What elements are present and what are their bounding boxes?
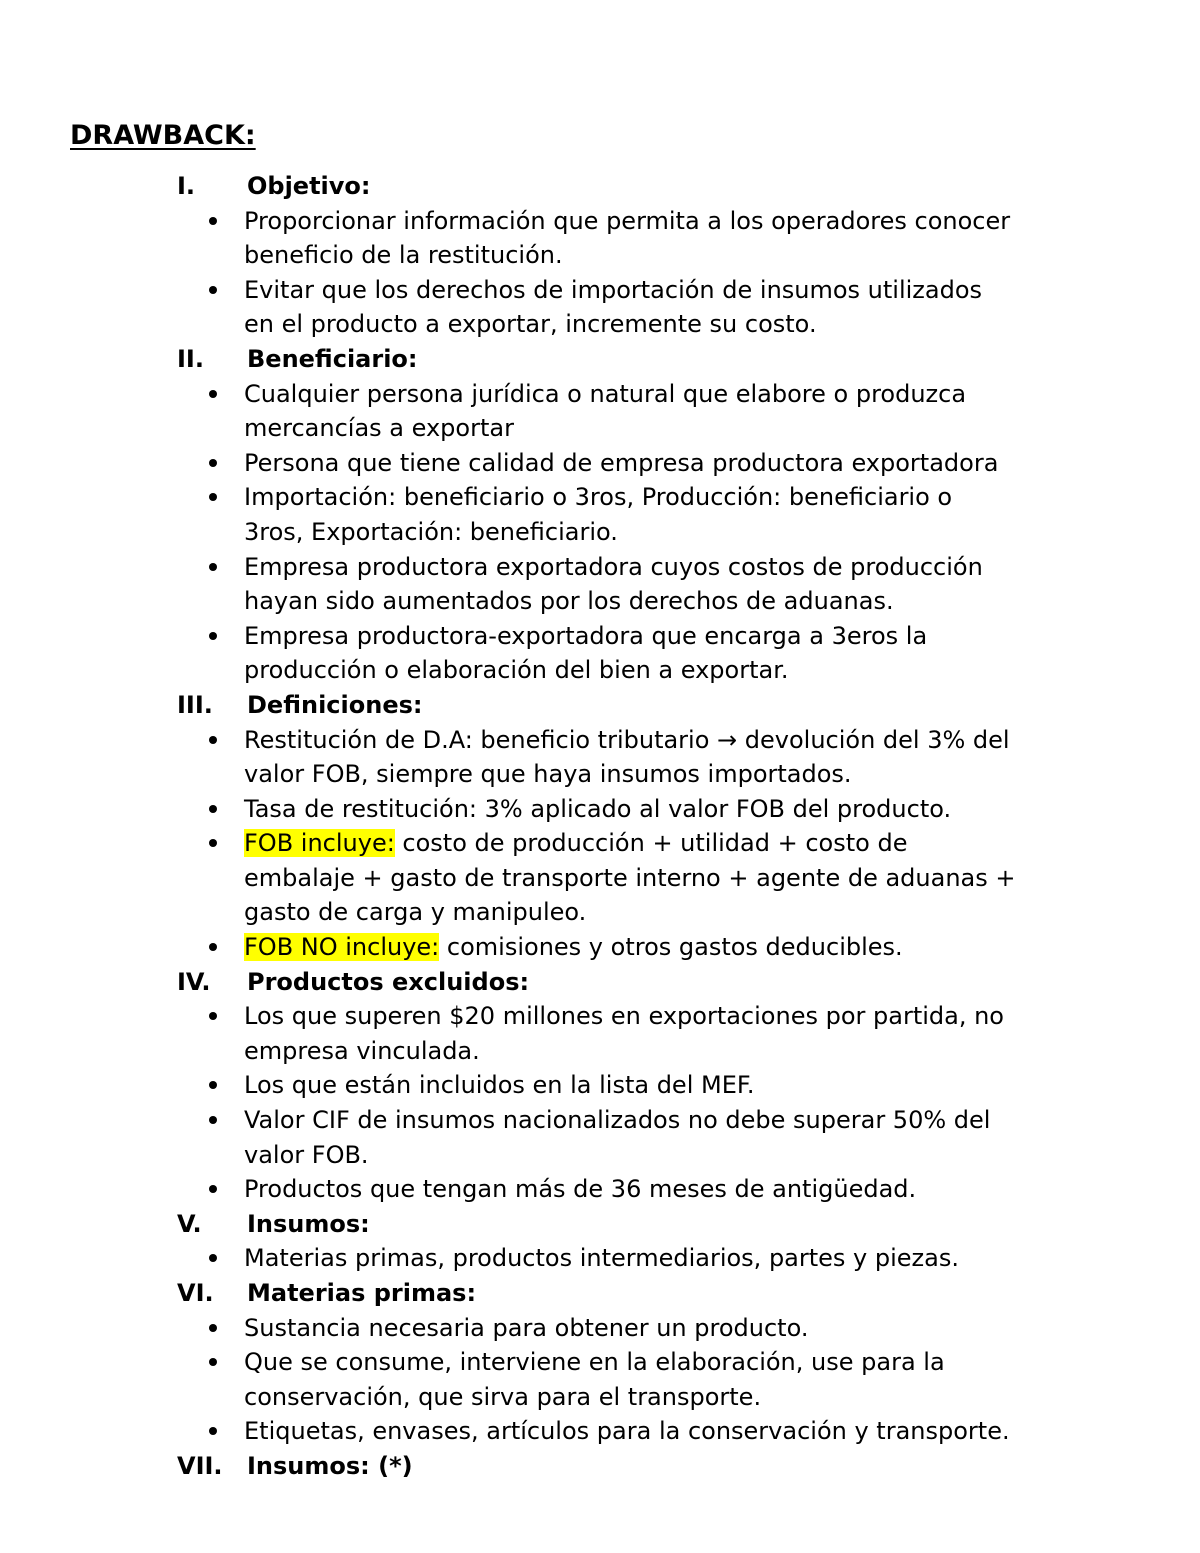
section-heading <box>0 688 1200 723</box>
bullet-dot-icon <box>209 1116 217 1124</box>
bullet-dot-icon <box>209 390 217 398</box>
bullet-text: Cualquier persona jurídica o natural que elabore o produzca mercancías a exportar <box>244 379 967 443</box>
bullet-dot-icon <box>209 736 217 744</box>
section-numeral: I. <box>177 172 196 200</box>
section-heading-text: Beneficiario: <box>247 344 418 373</box>
bullet-dot-icon <box>209 563 217 571</box>
bullet-item <box>0 1414 1200 1449</box>
bullet-dot-icon <box>209 217 217 225</box>
section-heading <box>0 1276 1200 1311</box>
bullet-text: Proporcionar información que permita a los operadores conocer beneficio de la restitución. <box>244 206 1011 270</box>
section-numeral: IV. <box>177 967 211 996</box>
bullet-text: Restitución de D.A: beneficio tributario → devolución del 3% del valor FOB, siempre que haya insumos importados. <box>244 725 1010 789</box>
section-numeral: III. <box>177 690 213 719</box>
bullet-dot-icon <box>209 1081 217 1089</box>
bullet-list <box>0 1311 1200 1449</box>
document-title: DRAWBACK: <box>70 120 256 151</box>
bullet-item <box>0 1172 1200 1207</box>
section-heading <box>0 169 1200 204</box>
bullet-list <box>0 1241 1200 1276</box>
section-heading-text: Definiciones: <box>247 690 423 719</box>
bullet-item <box>0 1345 1200 1414</box>
bullet-dot-icon <box>209 632 217 640</box>
bullet-dot-icon <box>209 1012 217 1020</box>
bullet-item <box>0 1103 1200 1172</box>
bullet-item <box>0 1241 1200 1276</box>
bullet-text: Los que están incluidos en la lista del MEF. <box>244 1071 755 1100</box>
bullet-text: Empresa productora exportadora cuyos costos de producción hayan sido aumentados por los derechos de aduanas. <box>244 552 983 616</box>
bullet-item <box>0 204 1200 273</box>
bullet-list <box>0 204 1200 342</box>
bullet-text: Persona que tiene calidad de empresa productora exportadora <box>244 448 999 477</box>
bullet-item <box>0 619 1200 688</box>
bullet-dot-icon <box>209 1254 217 1262</box>
section-numeral: VI. <box>177 1279 214 1307</box>
bullet-item <box>0 930 1200 965</box>
bullet-dot-icon <box>209 943 217 951</box>
bullet-dot-icon <box>209 493 217 501</box>
bullet-dot-icon <box>209 1185 217 1193</box>
bullet-text: Valor CIF de insumos nacionalizados no debe superar 50% del valor FOB. <box>244 1106 991 1169</box>
section-heading-text: Insumos: <box>247 1209 370 1238</box>
bullet-dot-icon <box>209 839 217 847</box>
bullet-item <box>0 550 1200 619</box>
section-list <box>0 169 1200 1484</box>
bullet-dot-icon <box>209 286 217 294</box>
bullet-item <box>0 999 1200 1068</box>
bullet-text: Empresa productora-exportadora que encarga a 3eros la producción o elaboración del bien a exportar. <box>244 621 928 685</box>
bullet-list <box>0 999 1200 1207</box>
bullet-item <box>0 377 1200 446</box>
bullet-text: comisiones y otros gastos deducibles. <box>439 933 903 962</box>
bullet-item <box>0 1311 1200 1346</box>
bullet-item <box>0 1068 1200 1103</box>
section-heading <box>0 965 1200 1000</box>
section-heading <box>0 342 1200 377</box>
bullet-item <box>0 446 1200 481</box>
bullet-text: Tasa de restitución: 3% aplicado al valor FOB del producto. <box>244 794 952 823</box>
highlighted-term: FOB NO incluye: <box>244 933 440 962</box>
highlighted-term: FOB incluye: <box>244 829 395 858</box>
bullet-text: Importación: beneficiario o 3ros, Producción: beneficiario o 3ros, Exportación: beneficiario. <box>244 483 953 546</box>
section-heading-text: Insumos: (*) <box>247 1451 413 1480</box>
bullet-text: Materias primas, productos intermediarios, partes y piezas. <box>244 1244 959 1273</box>
bullet-item <box>0 273 1200 342</box>
section-heading-text: Objetivo: <box>247 172 371 200</box>
bullet-text: costo de producción + utilidad + costo de embalaje + gasto de transporte interno + agente de aduanas + gasto de carga y manipuleo. <box>244 829 1016 927</box>
section-heading <box>0 1207 1200 1242</box>
bullet-text: Sustancia necesaria para obtener un producto. <box>244 1313 809 1342</box>
bullet-dot-icon <box>209 805 217 813</box>
section-heading <box>0 1449 1200 1484</box>
bullet-dot-icon <box>209 1427 217 1435</box>
section-heading-text: Productos excluidos: <box>247 967 530 996</box>
section-numeral: VII. <box>177 1451 223 1480</box>
bullet-text: Productos que tengan más de 36 meses de antigüedad. <box>244 1175 917 1204</box>
section-numeral: V. <box>177 1209 202 1238</box>
bullet-text: Que se consume, interviene en la elaboración, use para la conservación, que sirva para el transporte. <box>244 1348 945 1411</box>
bullet-list <box>0 723 1200 965</box>
bullet-text: Etiquetas, envases, artículos para la conservación y transporte. <box>244 1417 1010 1446</box>
bullet-item <box>0 480 1200 549</box>
section-numeral: II. <box>177 344 204 373</box>
bullet-text: Los que superen $20 millones en exportaciones por partida, no empresa vinculada. <box>244 1002 1004 1065</box>
bullet-item <box>0 792 1200 827</box>
bullet-text: Evitar que los derechos de importación de insumos utilizados en el producto a exportar, incremente su costo. <box>244 275 983 339</box>
bullet-dot-icon <box>209 1324 217 1332</box>
bullet-list <box>0 377 1200 688</box>
bullet-item <box>0 826 1200 930</box>
bullet-item <box>0 723 1200 792</box>
section-heading-text: Materias primas: <box>247 1279 477 1307</box>
bullet-dot-icon <box>209 1358 217 1366</box>
bullet-dot-icon <box>209 459 217 467</box>
